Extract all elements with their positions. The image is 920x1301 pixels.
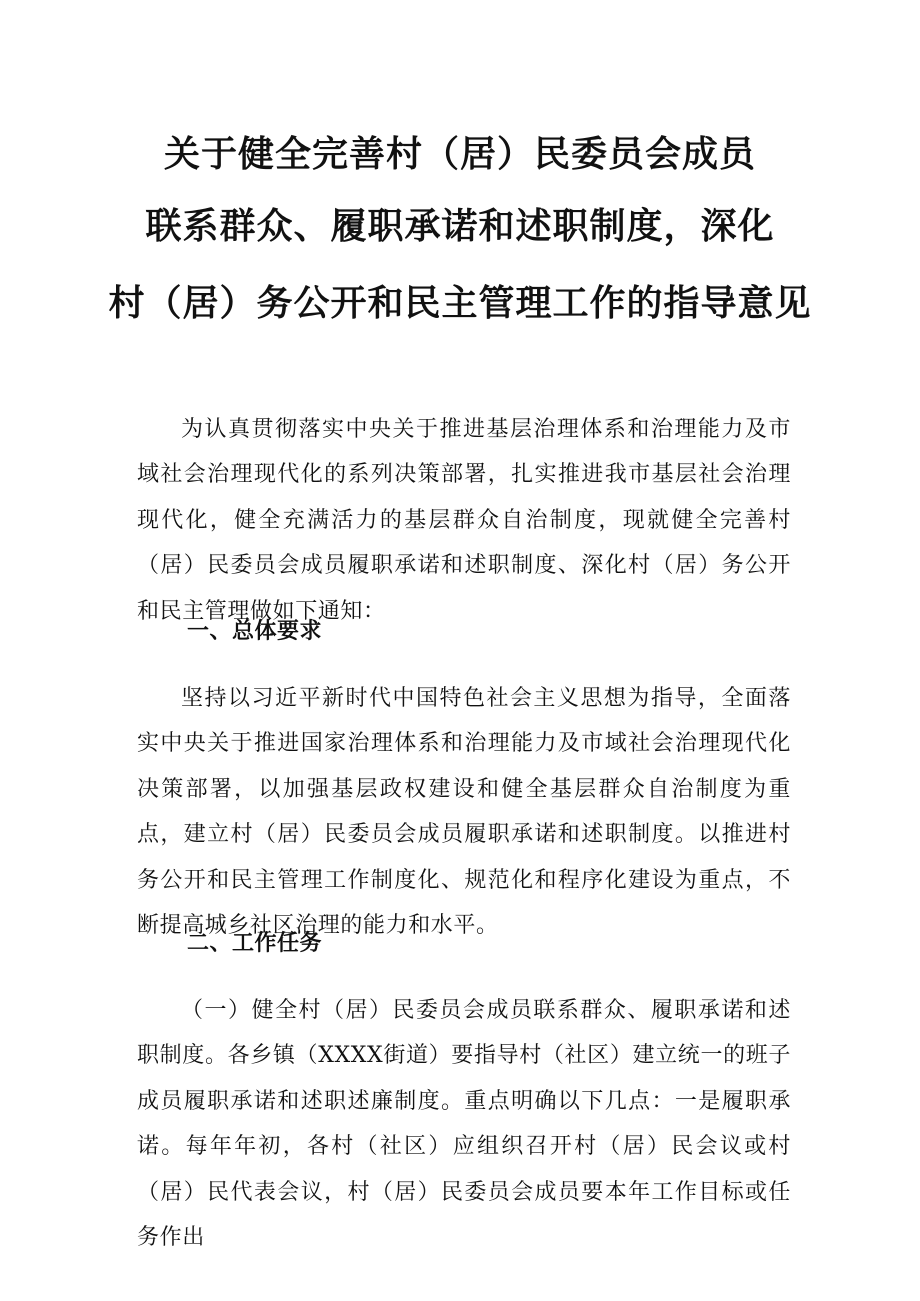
document-title-line-2: 联系群众、履职承诺和述职制度，深化 xyxy=(145,206,775,247)
section-heading-work-tasks: 二、工作任务 xyxy=(187,931,323,956)
section-heading-general-requirements: 一、总体要求 xyxy=(187,619,323,644)
document-title-line-3: 村（居）务公开和民主管理工作的指导意见 xyxy=(108,283,812,324)
work-tasks-paragraph: （一）健全村（居）民委员会成员联系群众、履职承诺和述职制度。各乡镇（XXXX街道）要指导村（社区）建立统一的班子成员履职承诺和述职述廉制度。重点明确以下几点：一是履职承诺。每年年初，各村（社区）应组织召开村（居）民会议或村（居）民代表会议，村（居）民委员会成员要本年工作目标或任务作出 xyxy=(137,998,791,1251)
document-title-line-1: 关于健全完善村（居）民委员会成员 xyxy=(163,134,756,175)
general-requirements-paragraph: 坚持以习近平新时代中国特色社会主义思想为指导，全面落实中央关于推进国家治理体系和治理能力及市域社会治理现代化决策部署，以加强基层政权建设和健全基层群众自治制度为重点，建立村（居）民委员会成员履职承诺和述职制度。以推进村务公开和民主管理工作制度化、规范化和程序化建设为重点，不断提高城乡社区治理的能力和水平。 xyxy=(137,686,791,939)
intro-paragraph: 为认真贯彻落实中央关于推进基层治理体系和治理能力及市域社会治理现代化的系列决策部署，扎实推进我市基层社会治理现代化，健全充满活力的基层群众自治制度，现就健全完善村（居）民委员会成员履职承诺和述职制度、深化村（居）务公开和民主管理做如下通知： xyxy=(137,417,791,624)
